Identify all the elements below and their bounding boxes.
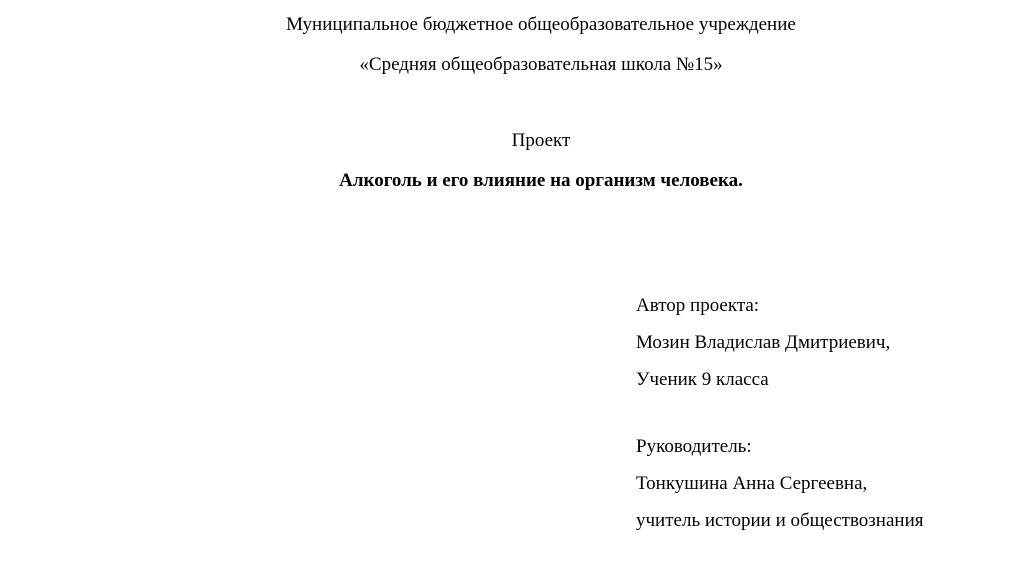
- project-label: Проект: [511, 130, 571, 151]
- supervisor-heading: Руководитель:: [636, 436, 752, 457]
- institution-line-2: «Средняя общеобразовательная школа №15»: [359, 54, 723, 75]
- author-heading: Автор проекта:: [636, 295, 760, 316]
- author-role: Ученик 9 класса: [636, 369, 769, 390]
- project-title: Алкоголь и его влияние на организм человека.: [339, 170, 743, 191]
- supervisor-name: Тонкушина Анна Сергеевна,: [636, 473, 868, 494]
- institution-line-1: Муниципальное бюджетное общеобразовательное учреждение: [286, 14, 796, 35]
- supervisor-role: учитель истории и обществознания: [636, 510, 924, 531]
- author-name: Мозин Владислав Дмитриевич,: [636, 332, 891, 353]
